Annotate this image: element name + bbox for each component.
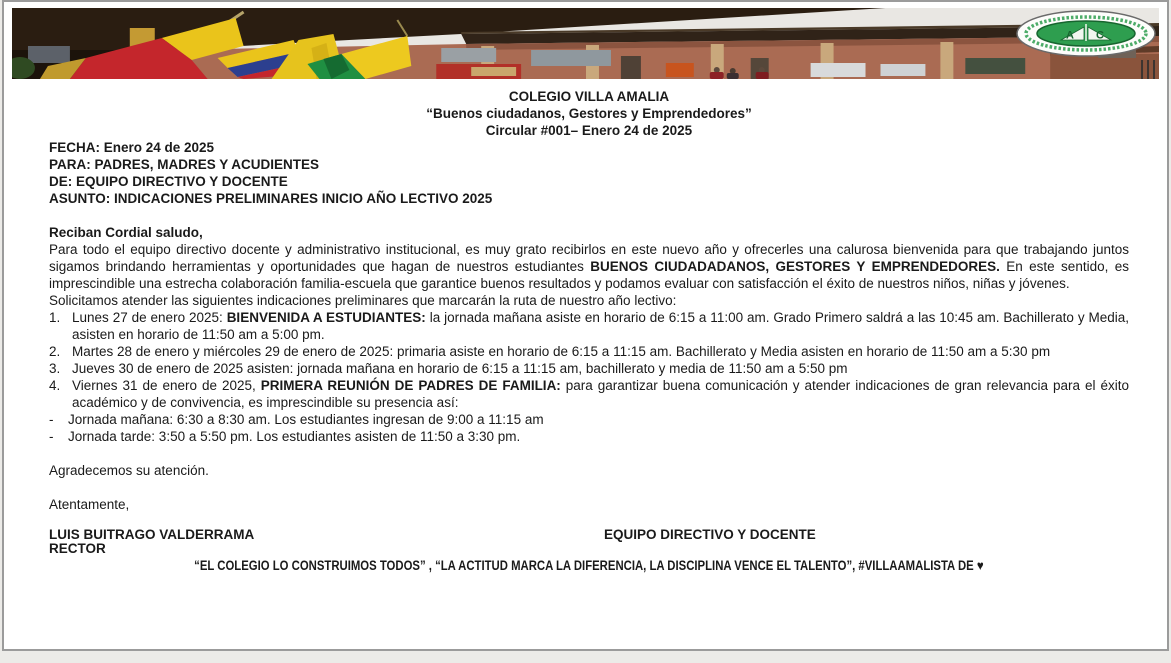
list-marker: 1.	[49, 310, 61, 325]
item-text: Jueves 30 de enero de 2025 asisten: jornada mañana en horario de 6:15 a 11:15 am, bachillerato y media de 11:50 am a 5:50 pm	[72, 361, 848, 376]
spacer	[49, 445, 1129, 462]
list-item-text	[72, 343, 1129, 360]
meta-de: DE: EQUIPO DIRECTIVO Y DOCENTE	[49, 174, 288, 189]
item-text-bold: BIENVENIDA A ESTUDIANTES:	[226, 310, 426, 325]
item-text: Martes 28 de enero y miércoles 29 de enero de 2025: primaria asiste en horario de 6:15 a 11:15 am. Bachillerato y Media asisten en horario de 11:50 am a 5:30 pm	[72, 344, 1051, 359]
list-item-3	[49, 360, 1129, 377]
thanks-line: Agradecemos su atención.	[49, 463, 209, 478]
footer-quote-text: “EL COLEGIO LO CONSTRUIMOS TODOS” , “LA ACTITUD MARCA LA DIFERENCIA, LA DISCIPLINA VENCE EL TALENTO”, #VILLAAMALISTA DE ♥	[194, 558, 984, 573]
dash-item-1	[49, 411, 1129, 428]
item-text: Lunes 27 de enero 2025:	[72, 310, 227, 325]
dash-item-2	[49, 428, 1129, 445]
school-facade-photo	[12, 8, 1159, 79]
item-text: la jornada mañana asiste en horario de 6:15 a 11:00 am. Grado Primero saldrá a las 10:45 am. Bachillerato y Media, asisten en horario de 11:50 am a 5:00 pm.	[72, 310, 1130, 342]
signature-row	[49, 528, 1129, 555]
intro-text-before: Para todo el equipo directivo docente y administrativo institucional, es muy grato recibirlos en este nuevo año y ofrecerles una calurosa bienvenida para que trabajando juntos sigamos brindando herramientas y oportunidades que hagan de nuestros estudiantes	[49, 242, 1129, 274]
document-body	[4, 79, 1167, 574]
salutation: Reciban Cordial saludo,	[49, 225, 203, 240]
list-item-text	[72, 377, 1129, 411]
header-banner-photo	[12, 8, 1159, 79]
meta-para: PARA: PADRES, MADRES Y ACUDIENTES	[49, 157, 320, 172]
item-text: para garantizar buena comunicación y atender indicaciones de gran relevancia para el éxito académico y de convivencia, es imprescindible su presencia así:	[72, 378, 1129, 410]
signer-title: RECTOR	[49, 540, 106, 556]
list-item-4	[49, 377, 1129, 411]
list-marker: 4.	[49, 378, 61, 393]
list-item-text	[72, 360, 1129, 377]
intro-text-after: En este sentido, es imprescindible una estrecha colaboración familia-escuela que garantice buenos resultados y podamos evaluar con satisfacción el éxito de nuestros niños, niñas y jóvenes.	[49, 259, 1129, 291]
logo-letter-c: C	[1096, 29, 1104, 42]
list-item-1	[49, 309, 1129, 343]
list-marker: 3.	[49, 361, 61, 376]
footer-quote	[49, 557, 1129, 574]
list-marker: 2.	[49, 344, 61, 359]
meta-fecha: FECHA: Enero 24 de 2025	[49, 140, 215, 155]
dash-item-text: Jornada mañana: 6:30 a 8:30 am. Los estudiantes ingresan de 9:00 a 11:15 am	[68, 412, 544, 427]
right-signature: EQUIPO DIRECTIVO Y DOCENTE	[604, 527, 816, 542]
sincerely-line: Atentamente,	[49, 497, 130, 512]
circular-number-line: Circular #001– Enero 24 de 2025	[485, 123, 693, 138]
meta-asunto: ASUNTO: INDICACIONES PRELIMINARES INICIO AÑO LECTIVO 2025	[49, 191, 493, 206]
list-item-2	[49, 343, 1129, 360]
dash-item-text: Jornada tarde: 3:50 a 5:50 pm. Los estudiantes asisten de 11:50 a 3:30 pm.	[68, 429, 521, 444]
spacer	[49, 479, 1129, 496]
spacer	[49, 207, 1129, 224]
school-logo	[1015, 10, 1157, 57]
school-motto: “Buenos ciudadanos, Gestores y Emprendedores”	[426, 106, 752, 121]
school-name: COLEGIO VILLA AMALIA	[508, 89, 670, 104]
signer-name: LUIS BUITRAGO VALDERRAMA	[49, 527, 255, 542]
request-line: Solicitamos atender las siguientes indicaciones preliminares que marcarán la ruta de nuestro año lectivo:	[49, 293, 677, 308]
item-text-bold: PRIMERA REUNIÓN DE PADRES DE FAMILIA:	[260, 378, 561, 393]
logo-letter-a: A	[1066, 29, 1074, 42]
list-item-text	[72, 309, 1129, 343]
dash-marker: -	[49, 429, 54, 444]
intro-paragraph	[49, 241, 1129, 292]
dash-marker: -	[49, 412, 54, 427]
item-text: Viernes 31 de enero de 2025,	[72, 378, 261, 393]
intro-text-bold: BUENOS CIUDADADANOS, GESTORES Y EMPRENDEDORES.	[590, 259, 1000, 274]
signature-left	[49, 528, 604, 555]
document-page	[2, 0, 1169, 651]
